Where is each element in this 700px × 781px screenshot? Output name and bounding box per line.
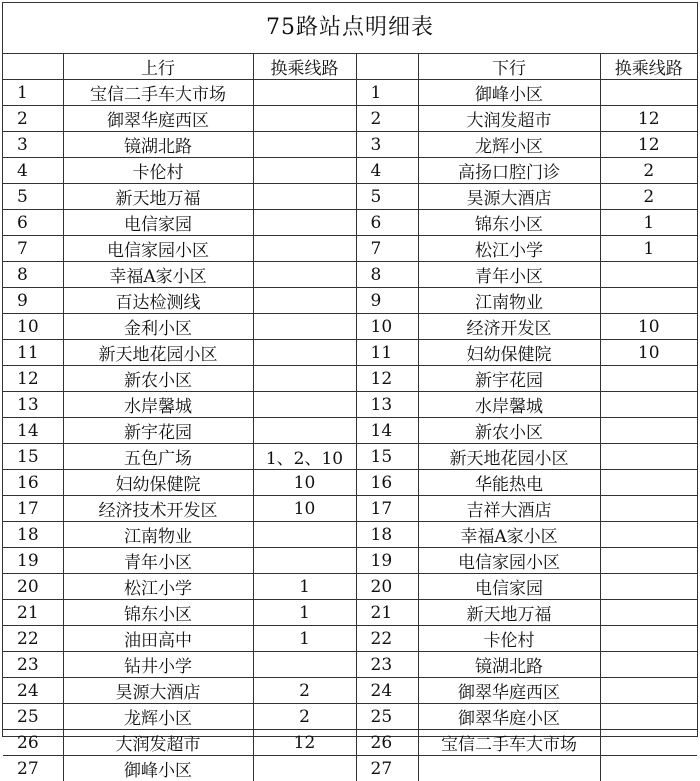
up-transfer-lines bbox=[253, 262, 356, 288]
down-stop-number: 6 bbox=[356, 210, 418, 236]
up-stop-name: 昊源大酒店 bbox=[63, 678, 253, 704]
table-row bbox=[3, 314, 697, 340]
up-stop-number: 3 bbox=[3, 132, 63, 158]
up-stop-name: 青年小区 bbox=[63, 548, 253, 574]
up-transfer-lines bbox=[253, 340, 356, 366]
down-transfer-lines bbox=[600, 704, 697, 730]
up-stop-name: 新宇花园 bbox=[63, 418, 253, 444]
up-stop-name: 钻井小学 bbox=[63, 652, 253, 678]
table-row bbox=[3, 340, 697, 366]
down-transfer-lines: 12 bbox=[600, 106, 697, 132]
down-stop-number: 1 bbox=[356, 80, 418, 106]
table-row bbox=[3, 132, 697, 158]
up-stop-number: 1 bbox=[3, 80, 63, 106]
table-row bbox=[3, 366, 697, 392]
header-down-direction: 下行 bbox=[418, 54, 600, 80]
down-stop-number: 18 bbox=[356, 522, 418, 548]
down-transfer-lines bbox=[600, 262, 697, 288]
down-transfer-lines bbox=[600, 600, 697, 626]
down-stop-number: 23 bbox=[356, 652, 418, 678]
up-transfer-lines: 1 bbox=[253, 626, 356, 652]
down-stop-number: 26 bbox=[356, 730, 418, 756]
up-transfer-lines: 2 bbox=[253, 704, 356, 730]
up-transfer-lines: 10 bbox=[253, 496, 356, 522]
table-row bbox=[3, 652, 697, 678]
up-stop-number: 21 bbox=[3, 600, 63, 626]
up-stop-number: 16 bbox=[3, 470, 63, 496]
down-transfer-lines bbox=[600, 496, 697, 522]
up-stop-number: 5 bbox=[3, 184, 63, 210]
down-stop-name: 御翠华庭西区 bbox=[418, 678, 600, 704]
up-transfer-lines: 12 bbox=[253, 730, 356, 756]
down-stop-name: 电信家园小区 bbox=[418, 548, 600, 574]
up-stop-number: 8 bbox=[3, 262, 63, 288]
up-stop-name: 宝信二手车大市场 bbox=[63, 80, 253, 106]
down-stop-name: 新天地万福 bbox=[418, 600, 600, 626]
down-stop-name: 江南物业 bbox=[418, 288, 600, 314]
down-stop-number: 17 bbox=[356, 496, 418, 522]
down-stop-name: 电信家园 bbox=[418, 574, 600, 600]
down-stop-name: 新宇花园 bbox=[418, 366, 600, 392]
up-transfer-lines: 1 bbox=[253, 574, 356, 600]
down-transfer-lines: 2 bbox=[600, 184, 697, 210]
header-up-direction: 上行 bbox=[63, 54, 253, 80]
route-table-sheet bbox=[2, 2, 698, 737]
down-transfer-lines: 1 bbox=[600, 236, 697, 262]
down-stop-name: 龙辉小区 bbox=[418, 132, 600, 158]
up-transfer-lines bbox=[253, 210, 356, 236]
table-row bbox=[3, 522, 697, 548]
table-row bbox=[3, 392, 697, 418]
up-transfer-lines bbox=[253, 132, 356, 158]
down-stop-number: 19 bbox=[356, 548, 418, 574]
up-stop-number: 10 bbox=[3, 314, 63, 340]
up-stop-number: 2 bbox=[3, 106, 63, 132]
up-stop-number: 24 bbox=[3, 678, 63, 704]
table-row bbox=[3, 418, 697, 444]
down-transfer-lines bbox=[600, 470, 697, 496]
down-transfer-lines bbox=[600, 80, 697, 106]
up-stop-number: 14 bbox=[3, 418, 63, 444]
down-stop-number: 15 bbox=[356, 444, 418, 470]
table-row bbox=[3, 756, 697, 781]
up-stop-name: 金利小区 bbox=[63, 314, 253, 340]
down-transfer-lines bbox=[600, 418, 697, 444]
up-transfer-lines bbox=[253, 366, 356, 392]
down-stop-number: 8 bbox=[356, 262, 418, 288]
down-stop-name: 高扬口腔门诊 bbox=[418, 158, 600, 184]
down-transfer-lines: 1 bbox=[600, 210, 697, 236]
up-stop-number: 26 bbox=[3, 730, 63, 756]
down-transfer-lines: 10 bbox=[600, 314, 697, 340]
down-stop-number: 5 bbox=[356, 184, 418, 210]
up-stop-number: 7 bbox=[3, 236, 63, 262]
down-stop-name: 水岸馨城 bbox=[418, 392, 600, 418]
up-transfer-lines bbox=[253, 288, 356, 314]
up-stop-number: 20 bbox=[3, 574, 63, 600]
up-stop-name: 龙辉小区 bbox=[63, 704, 253, 730]
up-stop-number: 6 bbox=[3, 210, 63, 236]
down-stop-name: 昊源大酒店 bbox=[418, 184, 600, 210]
up-transfer-lines bbox=[253, 418, 356, 444]
up-stop-name: 新农小区 bbox=[63, 366, 253, 392]
down-stop-number: 27 bbox=[356, 756, 418, 781]
down-transfer-lines bbox=[600, 652, 697, 678]
up-stop-name: 电信家园 bbox=[63, 210, 253, 236]
up-transfer-lines bbox=[253, 80, 356, 106]
header-down-number bbox=[356, 54, 418, 80]
table-row bbox=[3, 574, 697, 600]
table-row bbox=[3, 288, 697, 314]
down-stop-name: 妇幼保健院 bbox=[418, 340, 600, 366]
up-transfer-lines: 1 bbox=[253, 600, 356, 626]
table-row bbox=[3, 158, 697, 184]
down-stop-name: 松江小学 bbox=[418, 236, 600, 262]
header-up-number bbox=[3, 54, 63, 80]
table-row bbox=[3, 80, 697, 106]
down-stop-name: 卡伦村 bbox=[418, 626, 600, 652]
table-row bbox=[3, 548, 697, 574]
up-transfer-lines bbox=[253, 158, 356, 184]
up-stop-name: 镜湖北路 bbox=[63, 132, 253, 158]
table-row bbox=[3, 704, 697, 730]
down-transfer-lines bbox=[600, 626, 697, 652]
up-transfer-lines bbox=[253, 314, 356, 340]
up-stop-number: 12 bbox=[3, 366, 63, 392]
up-stop-name: 江南物业 bbox=[63, 522, 253, 548]
down-stop-number: 12 bbox=[356, 366, 418, 392]
table-row bbox=[3, 184, 697, 210]
up-stop-name: 御峰小区 bbox=[63, 756, 253, 781]
down-transfer-lines bbox=[600, 366, 697, 392]
down-transfer-lines bbox=[600, 574, 697, 600]
down-stop-name: 经济开发区 bbox=[418, 314, 600, 340]
header-down-transfer: 换乘线路 bbox=[600, 54, 697, 80]
up-stop-number: 22 bbox=[3, 626, 63, 652]
up-transfer-lines bbox=[253, 236, 356, 262]
down-transfer-lines bbox=[600, 730, 697, 756]
down-stop-name: 华能热电 bbox=[418, 470, 600, 496]
up-transfer-lines: 1、2、10 bbox=[253, 444, 356, 470]
up-stop-number: 23 bbox=[3, 652, 63, 678]
up-stop-number: 11 bbox=[3, 340, 63, 366]
down-stop-number: 11 bbox=[356, 340, 418, 366]
header-up-transfer: 换乘线路 bbox=[253, 54, 356, 80]
up-stop-number: 15 bbox=[3, 444, 63, 470]
down-transfer-lines bbox=[600, 548, 697, 574]
stops-table bbox=[3, 54, 697, 781]
header-row bbox=[3, 54, 697, 80]
table-title: 75路站点明细表 bbox=[3, 3, 697, 54]
table-row bbox=[3, 730, 697, 756]
down-stop-number: 13 bbox=[356, 392, 418, 418]
up-stop-number: 27 bbox=[3, 756, 63, 781]
down-transfer-lines: 12 bbox=[600, 132, 697, 158]
up-stop-name: 电信家园小区 bbox=[63, 236, 253, 262]
down-stop-number: 25 bbox=[356, 704, 418, 730]
down-transfer-lines bbox=[600, 392, 697, 418]
up-transfer-lines bbox=[253, 184, 356, 210]
up-stop-number: 19 bbox=[3, 548, 63, 574]
down-stop-name: 御峰小区 bbox=[418, 80, 600, 106]
up-stop-name: 幸福A家小区 bbox=[63, 262, 253, 288]
down-stop-number: 20 bbox=[356, 574, 418, 600]
up-stop-number: 18 bbox=[3, 522, 63, 548]
down-stop-number: 2 bbox=[356, 106, 418, 132]
down-stop-name: 宝信二手车大市场 bbox=[418, 730, 600, 756]
up-transfer-lines bbox=[253, 392, 356, 418]
table-row bbox=[3, 236, 697, 262]
down-stop-number: 21 bbox=[356, 600, 418, 626]
up-stop-number: 13 bbox=[3, 392, 63, 418]
up-transfer-lines bbox=[253, 522, 356, 548]
up-stop-name: 新天地花园小区 bbox=[63, 340, 253, 366]
up-stop-name: 大润发超市 bbox=[63, 730, 253, 756]
table-row bbox=[3, 262, 697, 288]
down-stop-number: 4 bbox=[356, 158, 418, 184]
down-stop-number: 16 bbox=[356, 470, 418, 496]
table-row bbox=[3, 444, 697, 470]
down-stop-number: 14 bbox=[356, 418, 418, 444]
up-stop-name: 妇幼保健院 bbox=[63, 470, 253, 496]
up-stop-number: 4 bbox=[3, 158, 63, 184]
up-stop-name: 五色广场 bbox=[63, 444, 253, 470]
up-transfer-lines: 10 bbox=[253, 470, 356, 496]
down-transfer-lines: 10 bbox=[600, 340, 697, 366]
up-transfer-lines bbox=[253, 548, 356, 574]
table-row bbox=[3, 496, 697, 522]
table-row bbox=[3, 678, 697, 704]
up-stop-name: 油田高中 bbox=[63, 626, 253, 652]
down-transfer-lines bbox=[600, 288, 697, 314]
table-row bbox=[3, 210, 697, 236]
down-stop-number: 9 bbox=[356, 288, 418, 314]
up-transfer-lines: 2 bbox=[253, 678, 356, 704]
down-stop-name: 锦东小区 bbox=[418, 210, 600, 236]
down-stop-name: 新农小区 bbox=[418, 418, 600, 444]
up-stop-number: 17 bbox=[3, 496, 63, 522]
down-stop-number: 3 bbox=[356, 132, 418, 158]
down-stop-name bbox=[418, 756, 600, 781]
table-row bbox=[3, 470, 697, 496]
down-stop-name: 御翠华庭小区 bbox=[418, 704, 600, 730]
table-row bbox=[3, 600, 697, 626]
up-stop-name: 卡伦村 bbox=[63, 158, 253, 184]
up-transfer-lines bbox=[253, 106, 356, 132]
up-stop-name: 经济技术开发区 bbox=[63, 496, 253, 522]
up-transfer-lines bbox=[253, 652, 356, 678]
down-transfer-lines bbox=[600, 756, 697, 781]
down-stop-number: 22 bbox=[356, 626, 418, 652]
down-transfer-lines bbox=[600, 522, 697, 548]
up-transfer-lines bbox=[253, 756, 356, 781]
down-stop-name: 镜湖北路 bbox=[418, 652, 600, 678]
up-stop-name: 松江小学 bbox=[63, 574, 253, 600]
down-stop-name: 新天地花园小区 bbox=[418, 444, 600, 470]
up-stop-name: 新天地万福 bbox=[63, 184, 253, 210]
up-stop-name: 百达检测线 bbox=[63, 288, 253, 314]
down-transfer-lines: 2 bbox=[600, 158, 697, 184]
down-stop-name: 幸福A家小区 bbox=[418, 522, 600, 548]
down-stop-name: 大润发超市 bbox=[418, 106, 600, 132]
up-stop-name: 锦东小区 bbox=[63, 600, 253, 626]
up-stop-name: 水岸馨城 bbox=[63, 392, 253, 418]
down-stop-number: 24 bbox=[356, 678, 418, 704]
table-row bbox=[3, 106, 697, 132]
up-stop-number: 9 bbox=[3, 288, 63, 314]
down-stop-name: 青年小区 bbox=[418, 262, 600, 288]
down-transfer-lines bbox=[600, 678, 697, 704]
up-stop-name: 御翠华庭西区 bbox=[63, 106, 253, 132]
table-row bbox=[3, 626, 697, 652]
down-transfer-lines bbox=[600, 444, 697, 470]
up-stop-number: 25 bbox=[3, 704, 63, 730]
down-stop-number: 7 bbox=[356, 236, 418, 262]
down-stop-number: 10 bbox=[356, 314, 418, 340]
down-stop-name: 吉祥大酒店 bbox=[418, 496, 600, 522]
